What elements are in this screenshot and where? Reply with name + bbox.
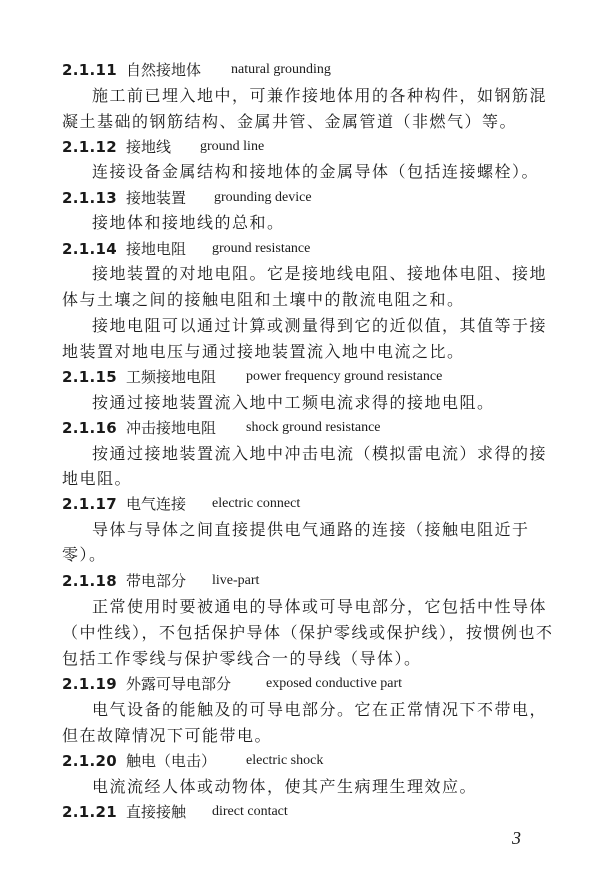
definition-line: 接地电阻可以通过计算或测量得到它的近似值，其值等于接 bbox=[92, 316, 548, 335]
definition-line: （中性线），不包括保护导体（保护零线或保护线），按惯例也不 bbox=[62, 623, 554, 642]
term-chinese: 直接接触 bbox=[126, 803, 187, 821]
term-english: electric shock bbox=[246, 753, 324, 768]
term-number: 2.1.17 bbox=[62, 495, 117, 513]
term-number: 2.1.14 bbox=[62, 240, 117, 258]
definition-line: 但在故障情况下可能带电。 bbox=[62, 726, 273, 745]
term-english: shock ground resistance bbox=[246, 420, 381, 435]
term-english: live-part bbox=[212, 573, 260, 588]
term-chinese: 接地电阻 bbox=[126, 240, 187, 258]
term-chinese: 带电部分 bbox=[126, 572, 187, 590]
definition-line: 按通过接地装置流入地中工频电流求得的接地电阻。 bbox=[92, 393, 495, 412]
page-number: 3 bbox=[512, 828, 521, 848]
term-english: ground resistance bbox=[212, 241, 311, 256]
term-chinese: 外露可导电部分 bbox=[126, 675, 232, 693]
definition-line: 电气设备的能触及的可导电部分。它在正常情况下不带电， bbox=[92, 700, 548, 719]
term-number: 2.1.15 bbox=[62, 368, 117, 386]
term-english: ground line bbox=[200, 139, 265, 154]
term-english: grounding device bbox=[214, 190, 312, 205]
term-chinese: 工频接地电阻 bbox=[126, 368, 217, 386]
definition-line: 连接设备金属结构和接地体的金属导体（包括连接螺栓）。 bbox=[92, 162, 540, 181]
definition-line: 零）。 bbox=[62, 545, 107, 564]
definition-line: 电流流经人体或动物体，使其产生病理生理效应。 bbox=[92, 777, 478, 796]
term-chinese: 自然接地体 bbox=[126, 61, 202, 79]
term-english: electric connect bbox=[212, 496, 301, 511]
term-english: direct contact bbox=[212, 804, 288, 819]
term-english: natural grounding bbox=[231, 62, 331, 77]
definition-line: 按通过接地装置流入地中冲击电流（模拟雷电流）求得的接 bbox=[92, 444, 548, 463]
definition-line: 体与土壤之间的接触电阻和土壤中的散流电阻之和。 bbox=[62, 290, 465, 309]
term-chinese: 电气连接 bbox=[126, 495, 187, 513]
term-chinese: 冲击接地电阻 bbox=[126, 419, 217, 437]
term-number: 2.1.20 bbox=[62, 752, 117, 770]
term-chinese: 接地装置 bbox=[126, 189, 187, 207]
term-chinese: 触电（电击） bbox=[126, 752, 217, 770]
definition-line: 正常使用时要被通电的导体或可导电部分，它包括中性导体 bbox=[92, 597, 548, 616]
term-number: 2.1.11 bbox=[62, 61, 117, 79]
term-chinese: 接地线 bbox=[126, 138, 172, 156]
term-number: 2.1.18 bbox=[62, 572, 117, 590]
term-english: power frequency ground resistance bbox=[246, 369, 443, 384]
definition-line: 施工前已埋入地中，可兼作接地体用的各种构件，如钢筋混 bbox=[92, 86, 548, 105]
term-number: 2.1.21 bbox=[62, 803, 117, 821]
term-number: 2.1.13 bbox=[62, 189, 117, 207]
definition-line: 地电阻。 bbox=[62, 469, 133, 488]
definition-line: 接地装置的对地电阻。它是接地线电阻、接地体电阻、接地 bbox=[92, 264, 548, 283]
term-number: 2.1.16 bbox=[62, 419, 117, 437]
term-number: 2.1.19 bbox=[62, 675, 117, 693]
definition-line: 包括工作零线与保护零线合一的导线（导体）。 bbox=[62, 649, 422, 668]
definition-line: 凝土基础的钢筋结构、金属井管、金属管道（非燃气）等。 bbox=[62, 112, 518, 131]
definition-line: 接地体和接地线的总和。 bbox=[92, 213, 285, 232]
term-number: 2.1.12 bbox=[62, 138, 117, 156]
term-english: exposed conductive part bbox=[266, 676, 403, 691]
definition-line: 地装置对地电压与通过接地装置流入地中电流之比。 bbox=[62, 342, 465, 361]
definition-line: 导体与导体之间直接提供电气通路的连接（接触电阻近于 bbox=[92, 520, 530, 539]
